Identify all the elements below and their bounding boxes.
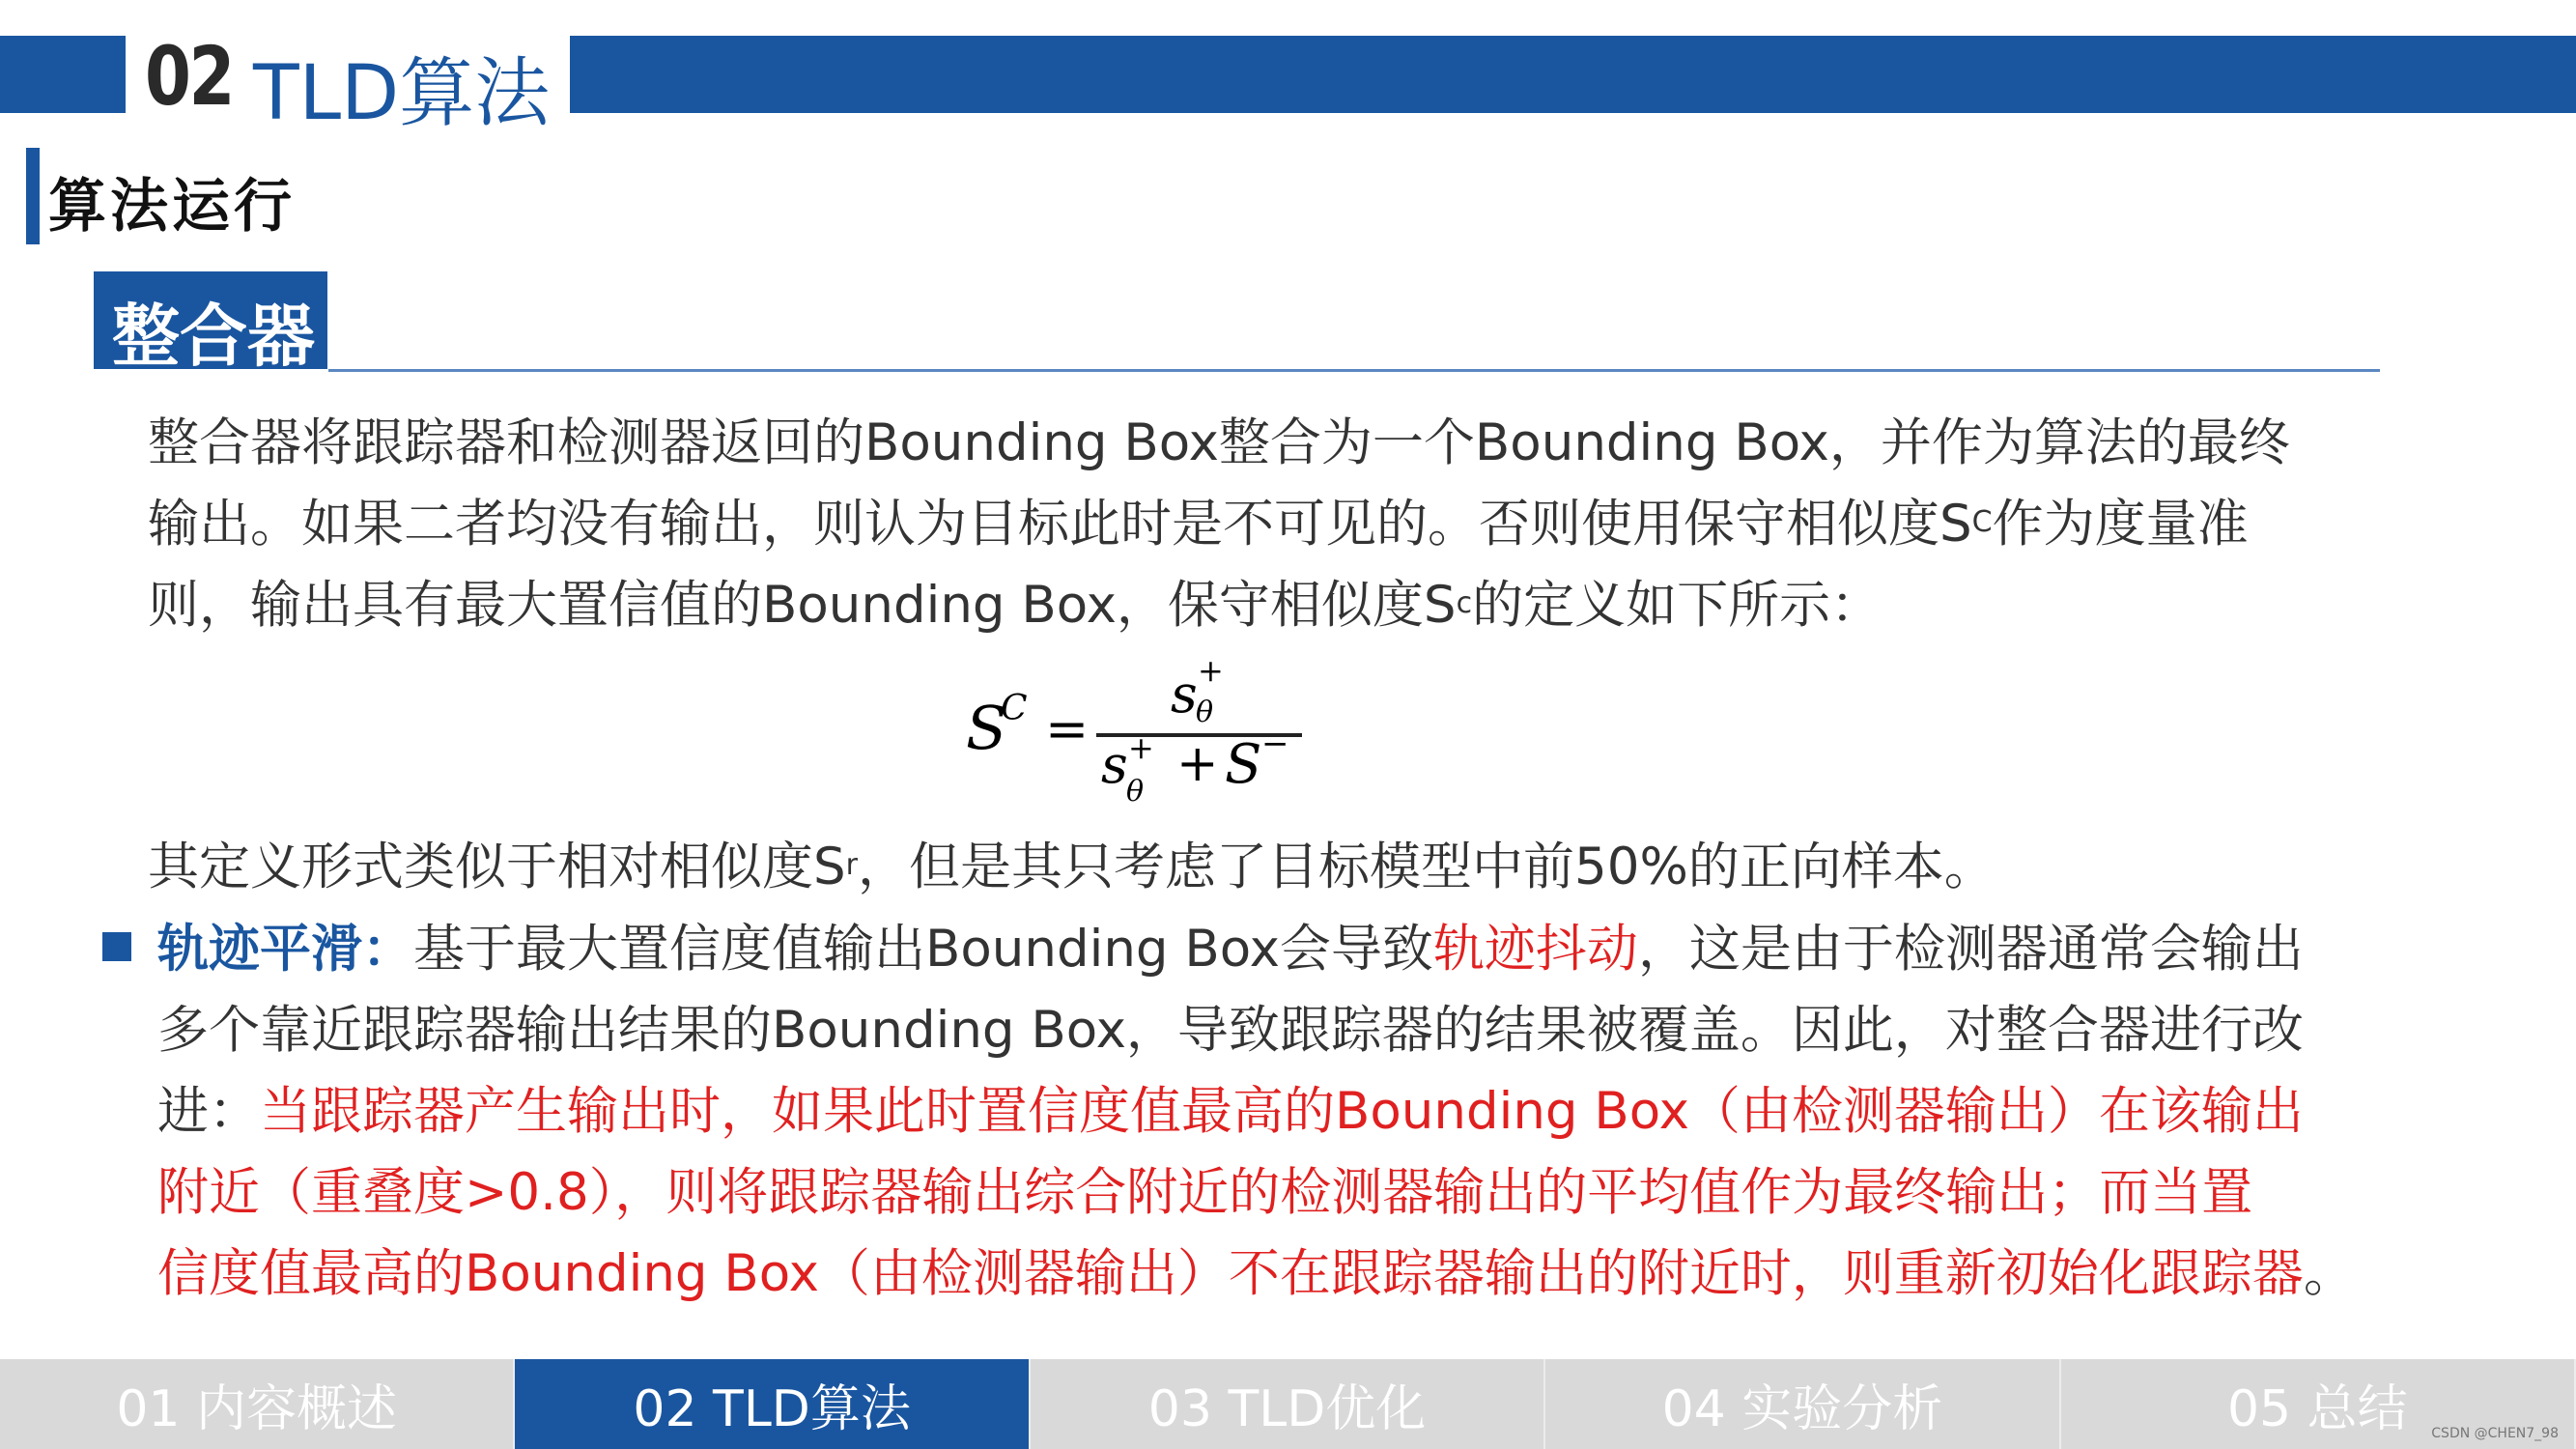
formula-lhs-sup: C: [1001, 689, 1028, 728]
header-bar-right: [570, 36, 2576, 113]
paragraph-line-2: 输出。如果二者均没有输出，则认为目标此时是不可见的。否则使用保守相似度$S^C$作为度量准: [148, 495, 2249, 554]
formula-equals: =: [1045, 698, 1090, 759]
footer-tab-overview[interactable]: 01 内容概述: [0, 1359, 515, 1449]
section-title: 算法运行: [48, 173, 296, 241]
formula-den-sub: θ: [1126, 775, 1145, 807]
formula-num-sup: +: [1198, 652, 1224, 689]
topic-divider: [328, 369, 2380, 372]
watermark: CSDN @CHEN7_98: [2431, 1426, 2559, 1441]
header-bar-left: [0, 36, 126, 113]
formula-den-sup: +: [1128, 729, 1154, 766]
section-number: 02: [145, 29, 233, 124]
formula-num-sub: θ: [1196, 696, 1214, 729]
formula-num: s: [1171, 664, 1198, 724]
formula-den-S: S: [1225, 733, 1262, 796]
conservative-similarity-formula: [966, 652, 1314, 807]
formula-den-S-sup: −: [1261, 724, 1289, 763]
formula-lhs: S: [966, 693, 1007, 763]
footer-tab-tld-algorithm[interactable]: 02 TLD算法: [515, 1359, 1030, 1449]
paragraph-line-3: 则，输出具有最大置信值的Bounding Box，保守相似度$S^c$的定义如下所示：: [148, 576, 1882, 635]
paragraph-line-1: 整合器将跟踪器和检测器返回的Bounding Box整合为一个Bounding Box，并作为算法的最终: [148, 413, 2290, 472]
bullet-square-icon: [102, 932, 131, 961]
formula-plus: +: [1176, 735, 1219, 793]
footer-tab-summary[interactable]: 05 总结: [2061, 1359, 2576, 1449]
topic-tag-label: 整合器: [112, 297, 315, 376]
bullet-line-5: 信度值最高的Bounding Box（由检测器输出）不在跟踪器输出的附近时，则重新初始化跟踪器。: [157, 1244, 2355, 1303]
bullet-title: 轨迹平滑：: [157, 920, 413, 979]
section-accent-bar: [26, 148, 40, 244]
paragraph-line-4: 其定义形式类似于相对相似度$S^r$，但是其只考虑了目标模型中前50%的正向样本。: [148, 838, 1996, 896]
footer-tab-experiment-analysis[interactable]: 04 实验分析: [1545, 1359, 2060, 1449]
page-title: TLD算法: [253, 50, 551, 137]
bullet-line-2: 多个靠近跟踪器输出结果的Bounding Box，导致跟踪器的结果被覆盖。因此，对整合器进行改: [157, 1001, 2304, 1060]
formula-den-s: s: [1101, 734, 1128, 795]
footer-nav: [0, 1359, 2576, 1449]
bullet-line-1: 轨迹平滑：基于最大置信度值输出Bounding Box会导致轨迹抖动，这是由于检测器通常会输出: [157, 920, 2304, 979]
bullet-line-3: 进：当跟踪器产生输出时，如果此时置信度值最高的Bounding Box（由检测器输出）在该输出: [157, 1082, 2304, 1141]
bullet-line-4: 附近（重叠度>0.8），则将跟踪器输出综合附近的检测器输出的平均值作为最终输出；而当置: [157, 1163, 2253, 1222]
footer-tab-tld-optimization[interactable]: 03 TLD优化: [1031, 1359, 1545, 1449]
